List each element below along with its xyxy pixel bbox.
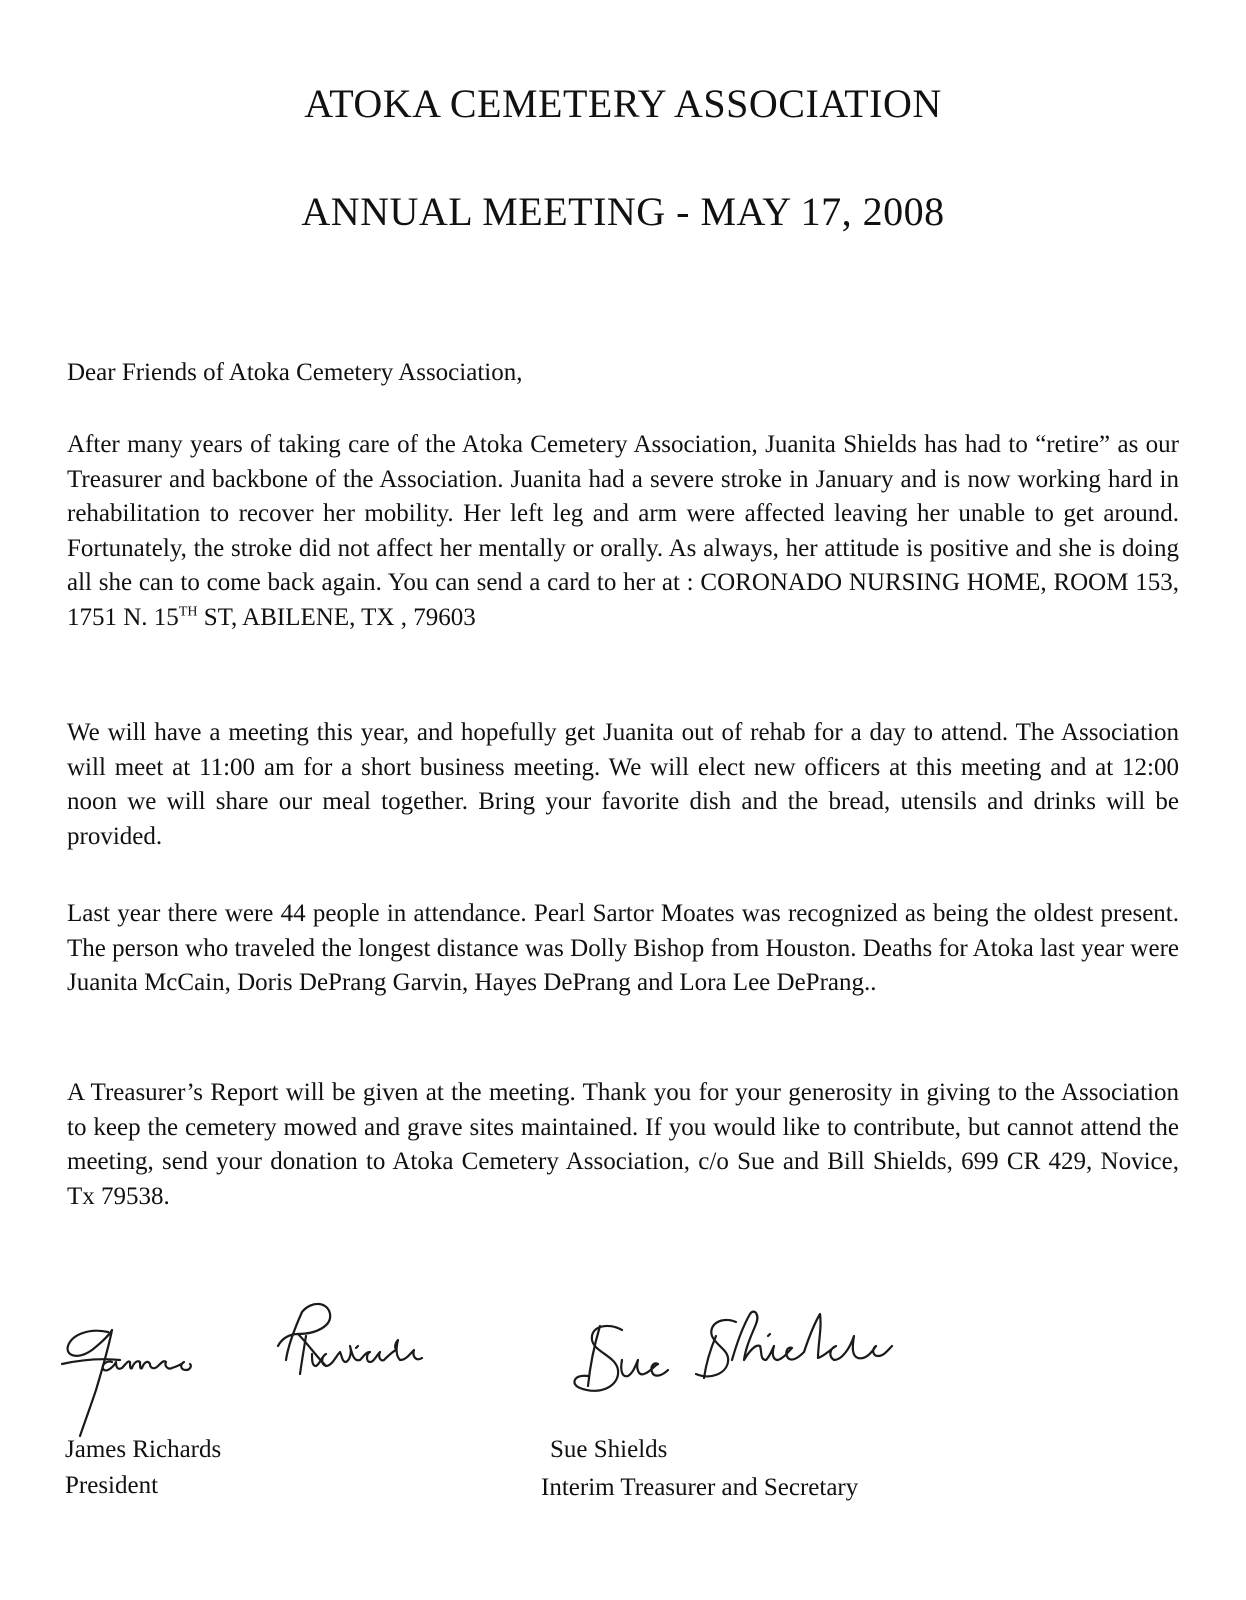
paragraph-meeting-details: We will have a meeting this year, and hopefully get Juanita out of rehab for a day to attend. The Association will meet at 11:00 am for a short business meeting. We will elect new officers at this meeting and at 12:00 noon we will share our meal together. Bring your favorite dish and the bread, utensils and drinks will be provided. [67,719,1179,850]
signatory-name-right: Sue Shields [550,1436,668,1463]
paragraph-retirement-tail: ST, ABILENE, TX , 79603 [197,603,476,631]
signatory-title-left: President [65,1472,159,1499]
signatory-title-right: Interim Treasurer and Secretary [541,1474,859,1501]
paragraph-retirement-text: After many years of taking care of the Atoka Cemetery Association, Juanita Shields has had to “retire” as our Treasurer and backbone of the Association. Juanita had a severe stroke in January and is now working hard in rehabilitation to recover her mobility. Her left leg and arm were affected leaving her unable to get around. Fortunately, the stroke did not affect her mentally or orally. As always, her attitude is positive and she is doing all she can to come back again. You can send a card to her at : CORONADO NURSING HOME, ROOM 153, 1751 N. 15 [67,431,1179,631]
paragraph-last-year: Last year there were 44 people in attendance. Pearl Sartor Moates was recognized as being the oldest present. The person who traveled the longest distance was Dolly Bishop from Houston. Deaths for Atoka last year were Juanita McCain, Doris DePrang Garvin, Hayes DePrang and Lora Lee DePrang.. [67,900,1179,996]
organization-title: ATOKA CEMETERY ASSOCIATION [304,81,942,126]
ordinal-suffix: TH [178,604,198,620]
salutation: Dear Friends of Atoka Cemetery Association, [67,359,523,386]
signatory-name-left: James Richards [65,1436,222,1463]
signature-james-richards [50,1290,430,1440]
meeting-title: ANNUAL MEETING - MAY 17, 2008 [301,189,945,234]
paragraph-treasurer-report: A Treasurer’s Report will be given at the meeting. Thank you for your generosity in giving to the Association to keep the cemetery mowed and grave sites maintained. If you would like to contribute, but cannot attend the meeting, send your donation to Atoka Cemetery Association, c/o Sue and Bill Shields, 699 CR 429, Novice, Tx 79538. [67,1079,1179,1210]
paragraph-retirement [67,428,1179,635]
signature-sue-shields [560,1300,980,1410]
